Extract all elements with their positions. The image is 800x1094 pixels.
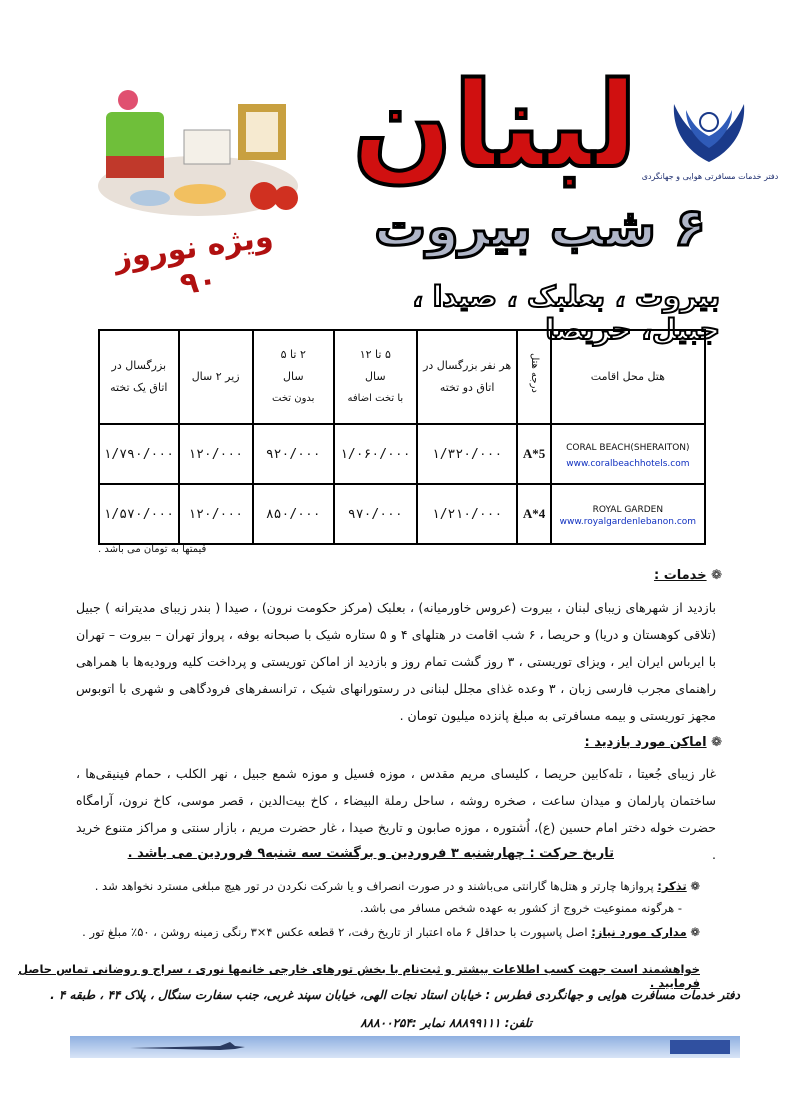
currency-note: قیمتها به تومان می باشد . bbox=[98, 544, 207, 555]
cities-list: بیروت ، بعلبک ، صیدا ، جبیل، حریصا bbox=[412, 280, 720, 346]
agency-logo bbox=[668, 92, 750, 170]
hotel-url-link[interactable]: www.coralbeachhotels.com bbox=[566, 458, 690, 469]
bullet-icon: ❁ bbox=[706, 735, 722, 750]
header-single: بزرگسال در اتاق یک تخته bbox=[99, 330, 179, 424]
price-single: ۱/۵۷۰/۰۰۰ bbox=[99, 484, 179, 544]
logo-caption: دفتر خدمات مسافرتی هوایی و جهانگردی bbox=[641, 172, 779, 181]
nowruz-collage-image bbox=[88, 86, 300, 226]
table-row bbox=[99, 484, 705, 544]
bullet-icon: ❁ bbox=[686, 879, 700, 893]
agency-phone: تلفن: ۸۸۸۹۹۱۱۱ نمابر :۸۸۸۰۰۲۵۴ bbox=[360, 1016, 532, 1030]
price-child-2-5: ۸۵۰/۰۰۰ bbox=[253, 484, 334, 544]
departure-date: تاریخ حرکت : چهارشنبه ۳ فروردین و برگشت سه شنبه۹ فروردین می باشد . bbox=[127, 846, 614, 861]
price-child-2-5: ۹۲۰/۰۰۰ bbox=[253, 424, 334, 484]
price-double: ۱/۳۲۰/۰۰۰ bbox=[417, 424, 518, 484]
required-documents: ❁ مدارک مورد نیاز: اصل پاسپورت با حداقل ۶ ماه اعتبار از تاریخ رفت، ۲ قطعه عکس ۴×۳ رنگی زمینه روشن ، ۵۰٪ مبلغ تور . bbox=[82, 925, 700, 939]
header-child-2-5: ۲ تا ۵ سال بدون تخت bbox=[253, 330, 334, 424]
promo-badge: ویژه نوروز ۹۰ bbox=[111, 219, 276, 303]
hotel-cell bbox=[551, 424, 705, 484]
table-header-row bbox=[99, 330, 705, 424]
table-row bbox=[99, 424, 705, 484]
hotel-name: ROYAL GARDEN bbox=[592, 504, 664, 515]
hotel-grade: 4*A bbox=[517, 484, 550, 544]
hotel-cell bbox=[551, 484, 705, 544]
header-grade: درجه هتل bbox=[517, 330, 550, 424]
hotel-grade: 5*A bbox=[517, 424, 550, 484]
places-text: غار زیبای جُعیتا ، تله‌کابین حریصا ، کلیسای مریم مقدس ، موزه فسیل و موزه شمع جبیل ، نهر الکلب ، حمام فینیقی‌ها ، ساختمان پارلمان و میدان ساعت ، صخره روشه ، ساحل رملة البیضاء ، کاخ بیت‌الدین ، قصر موسی، کاخ نرون، آرامگاه حضرت خوله دختر امام حسین (ع)، اُشتوره ، موزه صابون و تاریخ صیدا ، غار حضرت مریم ، بازار سنتی و مراکز متنوع خرید . bbox=[76, 766, 716, 862]
bullet-icon: ❁ bbox=[686, 925, 700, 939]
header-infant: زیر ۲ سال bbox=[179, 330, 253, 424]
header-child-5-12: ۵ تا ۱۲ سال با تخت اضافه bbox=[334, 330, 417, 424]
bullet-icon: ❁ bbox=[706, 568, 722, 583]
exit-ban-note: - هرگونه ممنوعیت خروج از کشور به عهده شخص مسافر می باشد. bbox=[359, 901, 682, 915]
reminder-note: ❁ تذکر: پروازها چارتر و هتل‌ها گارانتی می‌باشند و در صورت انصراف و یا شرکت نکردن در تور هیچ مبلغی مسترد نخواهد شد . bbox=[94, 879, 700, 893]
header-double: هر نفر بزرگسال در اتاق دو تخته bbox=[417, 330, 518, 424]
services-text: بازدید از شهرهای زیبای لبنان ، بیروت (عروس خاورمیانه) ، بعلبک (مرکز حکومت نرون) ، صیدا ( بندر زیبای مدیترانه ) جبیل (تلاقی کوهستان و دریا) و حریصا ، ۶ شب اقامت در هتلهای ۴ و ۵ ستاره شیک با صبحانه بوفه ، پرواز تهران – بیروت – تهران با ایرباس ایران ایر ، ویزای توریستی ، ۳ روز گشت تمام روز و بازدید از اماکن توریستی و پرداخت کلیه ورودیه‌ها با همراهی راهنمای مجرب فارسی زبان ، ۳ وعده غذای مجلل لبنانی در رستورانهای شیک ، ترانسفرهای فرودگاهی و شهری با اتوبوس مجهز توریستی و بیمه مسافرتی به مبلغ پانزده میلیون تومان . bbox=[76, 600, 717, 723]
hotel-url-link[interactable]: www.royalgardenlebanon.com bbox=[559, 516, 697, 527]
services-heading: ❁ خدمات : bbox=[653, 568, 722, 583]
agency-address: دفتر خدمات مسافرت هوایی و جهانگردی فطرس : خیابان استاد نجات الهی، خیابان سپند غربی، جنب سفارت سنگال ، پلاک ۴۴ ، طبقه ۴ . bbox=[50, 988, 740, 1002]
price-infant: ۱۲۰/۰۰۰ bbox=[179, 484, 253, 544]
price-child-5-12: ۹۷۰/۰۰۰ bbox=[334, 484, 417, 544]
hotel-name: CORAL BEACH(SHERAITON) bbox=[566, 442, 690, 453]
places-heading: ❁ اماکن مورد بازدید : bbox=[584, 735, 722, 750]
price-double: ۱/۲۱۰/۰۰۰ bbox=[417, 484, 518, 544]
page-title: لبنان bbox=[352, 56, 638, 194]
price-table bbox=[98, 329, 706, 545]
price-child-5-12: ۱/۰۶۰/۰۰۰ bbox=[334, 424, 417, 484]
price-infant: ۱۲۰/۰۰۰ bbox=[179, 424, 253, 484]
page-subtitle: ۶ شب بیروت bbox=[374, 198, 706, 258]
footer-airplane-banner bbox=[70, 1036, 740, 1058]
price-single: ۱/۷۹۰/۰۰۰ bbox=[99, 424, 179, 484]
header-hotel: هتل محل اقامت bbox=[551, 330, 705, 424]
contact-call-to-action: خواهشمند است جهت کسب اطلاعات بیشتر و ثبت‌نام با بخش تورهای خارجی خانمها نوری ، سراج و روضانی تماس حاصل فرمایید . bbox=[18, 962, 700, 990]
